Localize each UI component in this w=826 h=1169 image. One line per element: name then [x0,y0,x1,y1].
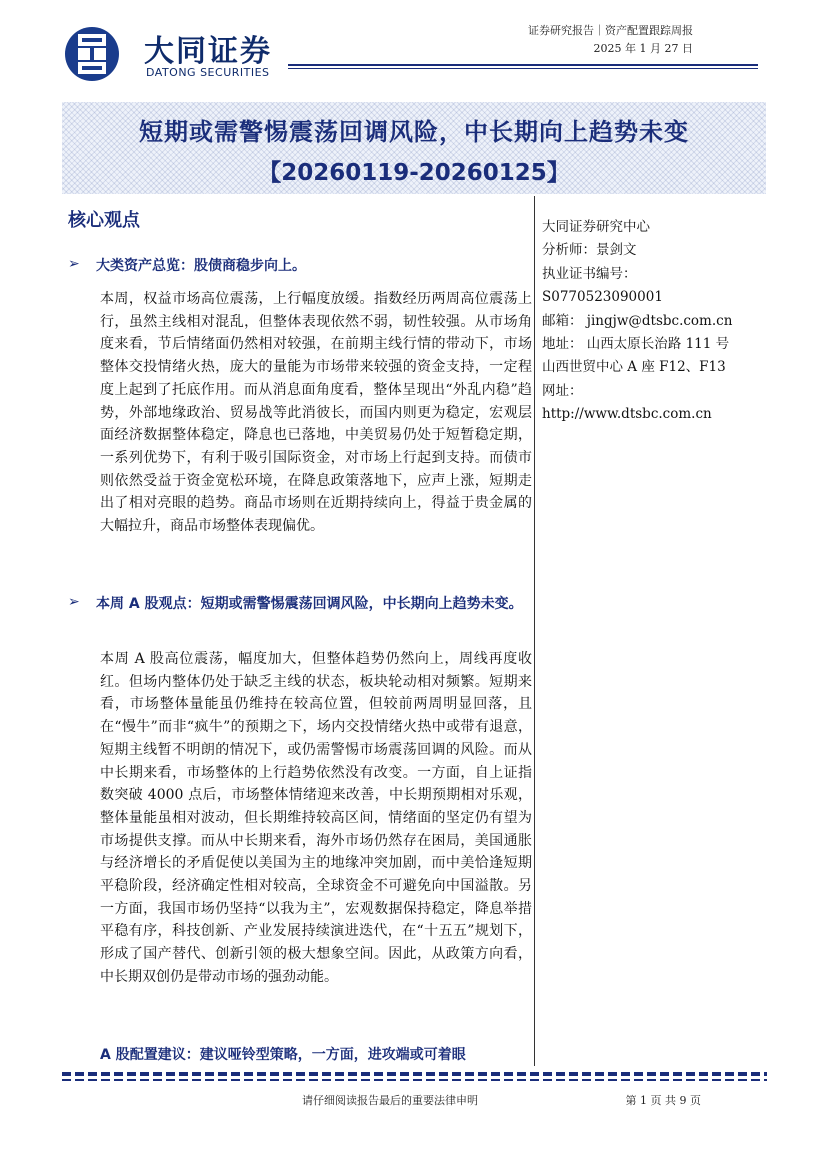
section-title: 核心观点 [68,210,140,231]
arrow-bullet-icon: ➢ [68,256,80,272]
website-label: 网址： [542,382,583,399]
company-logo [62,26,282,82]
config-suggestion: A 股配置建议：建议哑铃型策略，一方面，进攻端或可着眼 [100,1047,466,1063]
cert-label: 执业证书编号： [542,265,637,282]
analyst-email[interactable]: 邮箱： jingjw@dtsbc.com.cn [542,312,733,329]
research-org: 大同证券研究中心 [542,219,650,235]
website-link[interactable]: http://www.dtsbc.com.cn [542,406,712,423]
brand-name-en: DATONG SECURITIES [146,66,270,79]
brand-name: 大同证券 [144,34,272,69]
arrow-bullet-icon: ➢ [68,594,80,610]
analyst-name: 分析师：景剑文 [542,242,637,259]
address-line-2: 山西世贸中心 A 座 F12、F13 [542,359,726,376]
bullet-title-overview: 大类资产总览：股债商稳步向上。 [96,258,306,274]
bullet-title-a-share: 本周 A 股观点：短期或需警惕震荡回调风险，中长期向上趋势未变。 [96,596,523,612]
cert-number: S0770523090001 [542,289,663,306]
paragraph-a-share: 本周 A 股高位震荡，幅度加大，但整体趋势仍然向上，周线再度收红。但场内整体仍处于缺乏主线的状态，板块轮动相对频繁。短期来看，市场整体量能虽仍维持在较高位置，但较前两周明显回落，且在“慢牛”而非“疯牛”的预期之下，场内交投情绪火热中或带有退意，短期主线暂不明朗的情况下，或仍需警惕市场震荡回调的风险。而从中长期来看，市场整体的上行趋势依然没有改变。一方面，自上证指数突破 4000 点后，市场整体情绪迎来改善，中长期预期相对乐观，整体量能虽相对波动，但长期维持较高区间，情绪面的坚定仍有望为市场提供支撑。而从中长期来看，海外市场仍然存在困局，美国通胀与经济增长的矛盾促使以美国为主的地缘冲突加剧，而中美恰逢短期平稳阶段，经济确定性相对较高，全球资金不可避免向中国溢散。另一方面，我国市场仍坚持“以我为主”，宏观数据保持稳定，降息举措平稳有序，科技创新、产业发展持续演进迭代，在“十五五”规划下，形成了国产替代、创新引领的极大想象空间。因此，从政策方向看，中长期双创仍是带动市场的强劲动能。 [100,651,532,985]
header-divider-thin [288,68,758,69]
core-views-column [62,196,534,1066]
legal-note: 请仔细阅读报告最后的重要法律申明 [302,1094,478,1107]
report-date: 2025 年 1 月 27 日 [593,42,693,55]
report-period: 【20260119-20260125】 [258,160,570,186]
datong-logo-icon [62,26,136,82]
report-type: 证券研究报告｜资产配置跟踪周报 [528,24,693,37]
page-number: 第 1 页 共 9 页 [625,1094,701,1107]
paragraph-overview: 本周，权益市场高位震荡，上行幅度放缓。指数经历两周高位震荡上行，虽然主线相对混乱，但整体表现依然不弱，韧性较强。从市场角度来看，节后情绪面仍然相对较强，在前期主线行情的带动下，市场整体交投情绪火热，庞大的量能为市场带来较强的资金支持，一定程度上起到了托底作用。而从消息面角度看，整体呈现出“外乱内稳”趋势，外部地缘政治、贸易战等此消彼长，而国内则更为稳定，宏观层面经济数据整体稳定，降息也已落地，中美贸易仍处于短暂稳定期，一系列优势下，有利于吸引国际资金，对市场上行起到支持。而债市则依然受益于资金宽松环境，在降息政策落地下，应声上涨，短期走出了相对亮眼的趋势。商品市场则在近期持续向上，得益于贵金属的大幅拉升，商品市场整体表现偏优。 [100,291,532,535]
footer-divider [62,1072,767,1076]
column-divider [534,196,535,1066]
address-line-1: 地址： 山西太原长治路 111 号 [542,336,730,353]
header-divider [288,64,758,66]
title-banner [62,102,766,194]
footer-divider-thin [62,1079,767,1081]
report-title: 短期或需警惕震荡回调风险，中长期向上趋势未变 [139,118,689,146]
analyst-info [542,216,772,427]
